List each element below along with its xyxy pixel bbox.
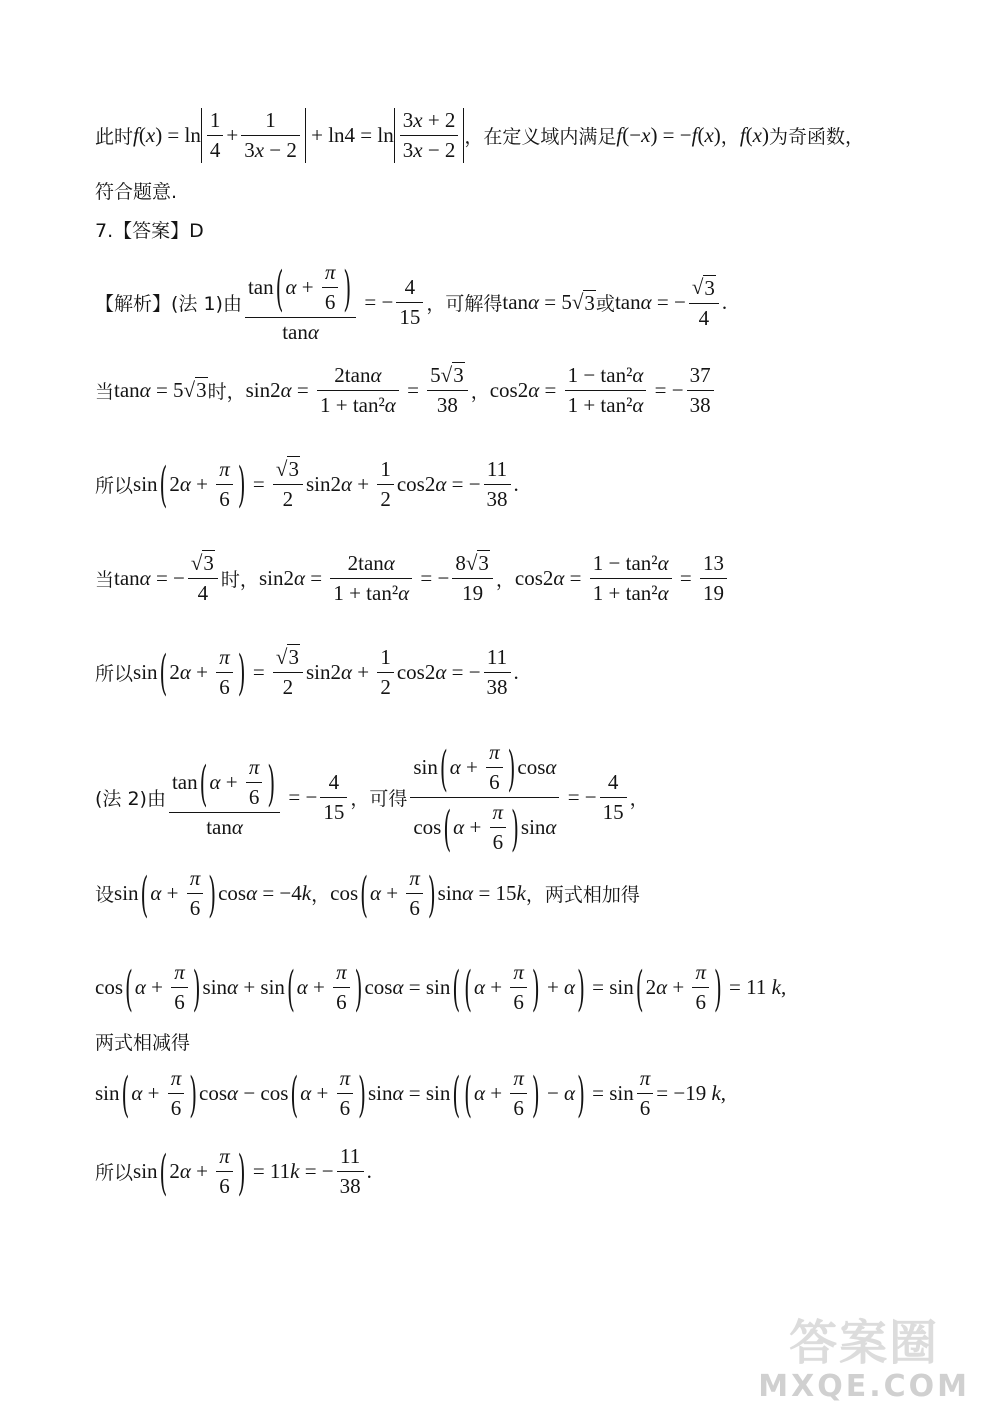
frac-sqrt3-2-b: √ 3 2 (273, 644, 303, 700)
question-7-label: 7.【答案】D (95, 220, 204, 242)
frac-2tan-b: 2tan α 1 + tan² α (330, 551, 412, 606)
watermark-logo: 答案圈 (789, 1315, 940, 1371)
line-3-mid: ，可解得 (426, 293, 503, 315)
frac-37-38: $\frac{37}{38}$ (687, 363, 714, 418)
frac-pi-6-k: $\frac{\pi}{6}$ (510, 1066, 527, 1121)
frac-pi-6-h: $\frac{\pi}{6}$ (692, 960, 709, 1015)
abs-group-2 (394, 108, 465, 163)
line-7-prefix: 所以 (95, 662, 134, 685)
frac-1-3x-2: 1 3 x − 2 (241, 108, 300, 163)
frac-pi-6-d: $\frac{\pi}{6}$ (406, 866, 423, 921)
line-4-mid: 时， (207, 380, 246, 403)
frac-pi-6: $\frac{\pi}{6}$ (216, 457, 233, 512)
frac-pi-6-b: $\frac{\pi}{6}$ (216, 645, 233, 700)
line-11 (95, 1028, 190, 1055)
line-8-end: ， (629, 788, 649, 810)
line-3-or: 或 (595, 293, 615, 315)
line-8-mid: ，可得 (350, 788, 408, 810)
frac-sqrt3-4: √ 3 4 (689, 275, 719, 331)
frac-pi-6-l: $\frac{\pi}{6}$ (637, 1066, 654, 1121)
frac-pi-6-g: $\frac{\pi}{6}$ (510, 960, 527, 1015)
line-4: 当 tanα = 5 √ 3 时， sin2α = 2tan α 1 + tan² α = 5 √ 3 38 ， cos2α = 1 − tan² α 1 + tan² α = − $\frac{37}{38}$ (95, 362, 717, 418)
frac-tan-ratio-b: tan ( α + $\frac{\pi}{6}$ ) tan α (169, 755, 280, 840)
line-3-prefix: 【解析】(法 1)由 (95, 293, 242, 315)
math-tan-5sqrt3: tanα = 5 (502, 290, 572, 314)
line-5-prefix: 所以 (95, 474, 134, 497)
frac-5sqrt3-38: 5 √ 3 38 (427, 362, 468, 418)
frac-pi-6-i: $\frac{\pi}{6}$ (168, 1066, 185, 1121)
line-2 (95, 177, 177, 204)
question-7-answer (95, 216, 204, 243)
line-6-mid: 时， (220, 568, 259, 591)
frac-pi-6-m: $\frac{\pi}{6}$ (216, 1144, 233, 1199)
frac-pi-6-j: $\frac{\pi}{6}$ (337, 1066, 354, 1121)
line-6-prefix: 当 (95, 568, 115, 591)
line-4-comma: ， (470, 380, 490, 403)
frac-13-19: $\frac{13}{19}$ (700, 551, 727, 606)
frac-sqrt3-4b: √ 3 4 (188, 550, 218, 606)
line-6: 当 tanα = − √ 3 4 时， sin2α = 2tan α 1 + tan² α = − 8 √ 3 19 ， cos2α = 1 − tan² α 1 + tan² α = $\frac{13}{19}$ (95, 550, 730, 606)
frac-11-38-c: $\frac{11}{38}$ (337, 1144, 364, 1199)
line-1-prefix: 此时 (95, 126, 134, 148)
line-7: 所以 sin ( 2α + $\frac{\pi}{6}$ ) = √ 3 2 sin2α + $\frac{1}{2}$ cos2α = − $\frac{11}{38}$ . (95, 643, 519, 701)
line-11-text: 两式相减得 (95, 1032, 191, 1054)
line-6-comma: ， (495, 568, 515, 591)
line-12: sin ( α + $\frac{\pi}{6}$ ) cosα − cos ( α + $\frac{\pi}{6}$ ) sinα = sin ( ( α + $\frac{\pi}{6}$ ) − α ) = sin $\frac{\pi}{6}$ = −19 k, (95, 1064, 727, 1123)
math-odd-cond: f(−x) = −f(x) (616, 123, 721, 147)
frac-pi-6-c: $\frac{\pi}{6}$ (187, 866, 204, 921)
watermark-url: MXQE.COM (758, 1369, 970, 1404)
frac-8sqrt3-19: 8 √ 3 19 (452, 550, 493, 606)
line-8-prefix: (法 2)由 (95, 788, 166, 810)
watermark (758, 1304, 970, 1404)
frac-1-tan2: 1 − tan² α 1 + tan² α (565, 363, 647, 418)
line-2-text: 符合题意. (95, 181, 178, 203)
line-1-mid: ，在定义域内满足 (464, 126, 617, 148)
frac-4-15: $\frac{4}{15}$ (396, 275, 423, 330)
line-1 (95, 108, 864, 163)
line-4-prefix: 当 (95, 380, 115, 403)
line-5: 所以 sin ( 2α + $\frac{\pi}{6}$ ) = √ 3 2 sin2α + $\frac{1}{2}$ cos2α = − $\frac{11}{38}$ . (95, 455, 519, 513)
line-9-end: ，两式相加得 (525, 884, 640, 906)
frac-3x2-3x-2: 3 x + 2 3 x − 2 (400, 108, 459, 163)
math-fx-ln: f(x) = ln (133, 123, 201, 147)
line-1-mid2: ， (720, 126, 740, 148)
frac-11-38: $\frac{11}{38}$ (484, 457, 511, 512)
line-13: 所以 sin ( 2α + $\frac{\pi}{6}$ ) = 11k = − $\frac{11}{38}$ . (95, 1142, 372, 1201)
math-fx: f(x) (739, 123, 769, 147)
frac-4-15-c: $\frac{4}{15}$ (600, 770, 627, 825)
line-9-comma: ， (311, 884, 331, 906)
frac-11-38-b: $\frac{11}{38}$ (484, 645, 511, 700)
line-13-prefix: 所以 (95, 1162, 134, 1184)
math-ln4: + ln4 = ln (305, 123, 394, 147)
frac-pi-6-f: $\frac{\pi}{6}$ (333, 960, 350, 1015)
line-10: cos ( α + $\frac{\pi}{6}$ ) sinα + sin ( α + $\frac{\pi}{6}$ ) cosα = sin ( ( α + $\frac{\pi}{6}$ ) + α ) = sin ( 2α + $\frac{\pi}{6}$ ) = 11 k, (95, 958, 787, 1017)
frac-1-4: $\frac{1}{4}$ (207, 108, 224, 163)
frac-4-15-b: $\frac{4}{15}$ (320, 770, 347, 825)
frac-1-2: $\frac{1}{2}$ (377, 457, 394, 512)
line-8: (法 2)由 tan ( α + $\frac{\pi}{6}$ ) tan α = − $\frac{4}{15}$ ，可得 sin ( α + $\frac{\pi}{6}$ ) cos α cos ( α + $\frac{\pi}{6}$ ) sin α = − $\frac{4}{15}$ ， (95, 738, 649, 857)
abs-group-1: $\frac{1}{4}$ + 1 3 x − 2 (201, 108, 306, 163)
frac-1-2-b: $\frac{1}{2}$ (377, 645, 394, 700)
line-1-mid3: 为奇函数， (768, 126, 864, 148)
frac-pi-6-e: $\frac{\pi}{6}$ (171, 960, 188, 1015)
line-3: 【解析】(法 1)由 tan ( α + $\frac{\pi}{6}$ ) tan α = − $\frac{4}{15}$ ，可解得 tanα = 5 √ 3 或 tanα = − √ 3 4 . (95, 258, 728, 344)
line-9-prefix: 设 (95, 884, 115, 906)
frac-2tan: 2tan α 1 + tan² α (317, 363, 399, 418)
frac-tan-ratio: tan ( α + $\frac{\pi}{6}$ ) tan α (245, 260, 356, 345)
frac-sqrt3-2: √ 3 2 (273, 456, 303, 512)
sqrt-3: √ 3 (571, 290, 595, 315)
frac-1-tan2-b: 1 − tan² α 1 + tan² α (590, 551, 672, 606)
frac-sincos-ratio: sin ( α + $\frac{\pi}{6}$ ) cos α cos ( α + $\frac{\pi}{6}$ ) sin α (410, 740, 559, 855)
line-9: 设 sin ( α + $\frac{\pi}{6}$ ) cosα = −4k ， cos ( α + $\frac{\pi}{6}$ ) sinα = 15k ，两式相加得 (95, 864, 640, 923)
